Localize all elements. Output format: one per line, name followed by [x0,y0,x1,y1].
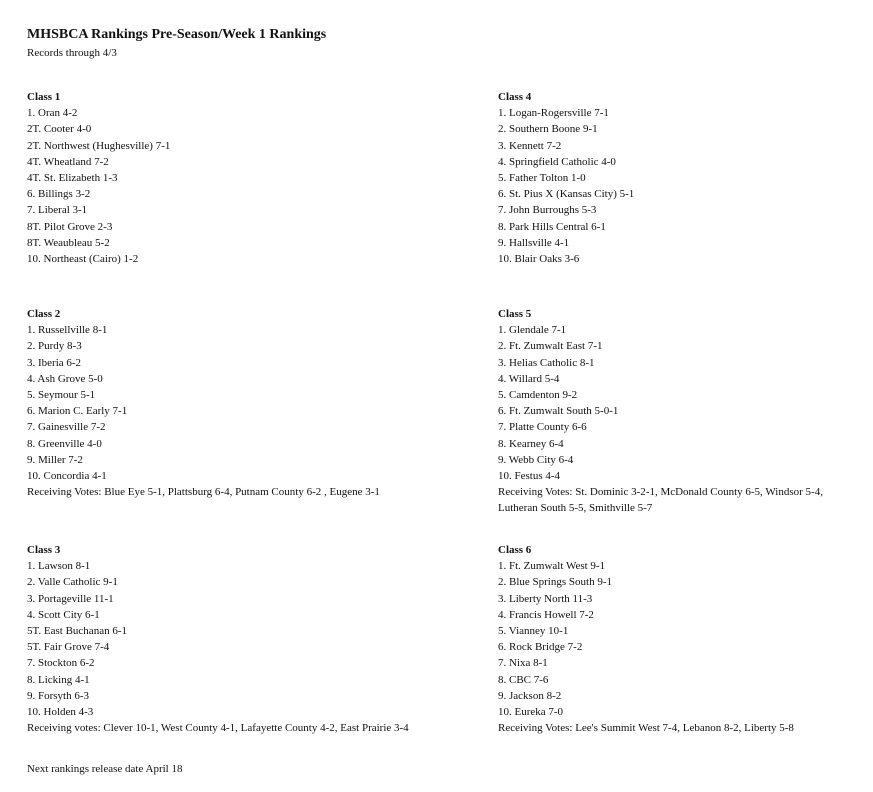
class-3-block [27,542,467,736]
ranking-item: 6. St. Pius X (Kansas City) 5-1 [498,188,635,201]
ranking-item: 10. Northeast (Cairo) 1-2 [27,253,139,266]
ranking-item: 5. Seymour 5-1 [27,389,96,402]
ranking-item: 5. Camdenton 9-2 [498,389,578,402]
ranking-item: 2. Blue Springs South 9-1 [498,576,612,589]
ranking-item: 3. Liberty North 11-3 [498,592,593,605]
receiving-votes: Receiving Votes: Lee's Summit West 7-4, Lebanon 8-2, Liberty 5-8 [498,722,794,735]
ranking-item: 8T. Pilot Grove 2-3 [27,220,113,233]
ranking-item: 9. Hallsville 4-1 [498,236,570,249]
ranking-item: 4T. St. Elizabeth 1-3 [27,172,118,185]
ranking-item: 8T. Weaubleau 5-2 [27,236,110,249]
ranking-item: 2. Ft. Zumwalt East 7-1 [498,340,603,353]
ranking-item: 2. Purdy 8-3 [27,340,82,353]
ranking-item: 6. Rock Bridge 7-2 [498,641,583,654]
ranking-item: 5T. East Buchanan 6-1 [27,625,127,638]
ranking-item: 1. Russellville 8-1 [27,324,108,337]
ranking-item: 5. Father Tolton 1-0 [498,172,586,185]
ranking-item: 7. John Burroughs 5-3 [498,204,597,217]
class-heading: Class 2 [27,308,61,320]
ranking-item: 8. Park Hills Central 6-1 [498,220,606,233]
ranking-item: 1. Glendale 7-1 [498,324,567,337]
ranking-item: 7. Liberal 3-1 [27,204,88,217]
ranking-item: 10. Concordia 4-1 [27,470,107,483]
class-6-block [498,542,848,736]
class-1-block [27,89,447,267]
ranking-item: 5. Vianney 10-1 [498,625,569,638]
ranking-item: 10. Eureka 7-0 [498,706,564,719]
class-2-block [27,306,467,500]
ranking-item: 3. Portageville 11-1 [27,592,114,605]
class-5-block [498,306,848,517]
ranking-item: 4T. Wheatland 7-2 [27,155,109,168]
ranking-item: 6. Marion C. Early 7-1 [27,405,128,418]
ranking-item: 8. Kearney 6-4 [498,437,564,450]
ranking-item: 7. Stockton 6-2 [27,657,95,670]
ranking-item: 3. Helias Catholic 8-1 [498,356,595,369]
ranking-item: 10. Festus 4-4 [498,470,561,483]
ranking-item: 2T. Northwest (Hughesville) 7-1 [27,139,171,152]
ranking-item: 8. Greenville 4-0 [27,437,102,450]
page-title: MHSBCA Rankings Pre-Season/Week 1 Rankings [27,27,327,42]
ranking-item: 9. Jackson 8-2 [498,689,562,702]
ranking-item: 8. Licking 4-1 [27,673,90,686]
ranking-item: 9. Forsyth 6-3 [27,689,90,702]
receiving-votes: Receiving Votes: St. Dominic 3-2-1, McDonald County 6-5, Windsor 5-4, Lutheran South 5-5, Smithville 5-7 [498,486,823,515]
ranking-item: 1. Logan-Rogersville 7-1 [498,107,609,120]
ranking-item: 10. Holden 4-3 [27,706,94,719]
ranking-item: 4. Willard 5-4 [498,372,560,385]
ranking-item: 7. Nixa 8-1 [498,657,548,670]
ranking-item: 9. Webb City 6-4 [498,453,574,466]
ranking-item: 9. Miller 7-2 [27,453,83,466]
ranking-item: 1. Ft. Zumwalt West 9-1 [498,560,606,573]
ranking-item: 8. CBC 7-6 [498,673,549,686]
ranking-item: 3. Kennett 7-2 [498,139,562,152]
class-heading: Class 5 [498,308,532,320]
ranking-item: 4. Springfield Catholic 4-0 [498,155,616,168]
ranking-item: 2. Valle Catholic 9-1 [27,576,118,589]
ranking-item: 5T. Fair Grove 7-4 [27,641,110,654]
release-date-note: Next rankings release date April 18 [27,763,183,775]
class-heading: Class 6 [498,544,532,556]
ranking-item: 6. Billings 3-2 [27,188,91,201]
ranking-item: 3. Iberia 6-2 [27,356,82,369]
ranking-item: 4. Francis Howell 7-2 [498,608,594,621]
class-heading: Class 4 [498,91,532,103]
class-heading: Class 1 [27,91,61,103]
page-subtitle: Records through 4/3 [27,47,117,59]
ranking-item: 7. Platte County 6-6 [498,421,587,434]
class-4-block [498,89,848,267]
receiving-votes: Receiving votes: Clever 10-1, West County 4-1, Lafayette County 4-2, East Prairie 3-4 [27,722,409,735]
ranking-item: 4. Scott City 6-1 [27,608,100,621]
ranking-item: 4. Ash Grove 5-0 [27,372,103,385]
ranking-item: 7. Gainesville 7-2 [27,421,106,434]
ranking-item: 10. Blair Oaks 3-6 [498,253,580,266]
ranking-item: 1. Oran 4-2 [27,107,78,120]
receiving-votes: Receiving Votes: Blue Eye 5-1, Plattsburg 6-4, Putnam County 6-2 , Eugene 3-1 [27,486,380,499]
ranking-item: 1. Lawson 8-1 [27,560,91,573]
ranking-item: 2T. Cooter 4-0 [27,123,92,136]
ranking-item: 6. Ft. Zumwalt South 5-0-1 [498,405,619,418]
ranking-item: 2. Southern Boone 9-1 [498,123,598,136]
class-heading: Class 3 [27,544,61,556]
